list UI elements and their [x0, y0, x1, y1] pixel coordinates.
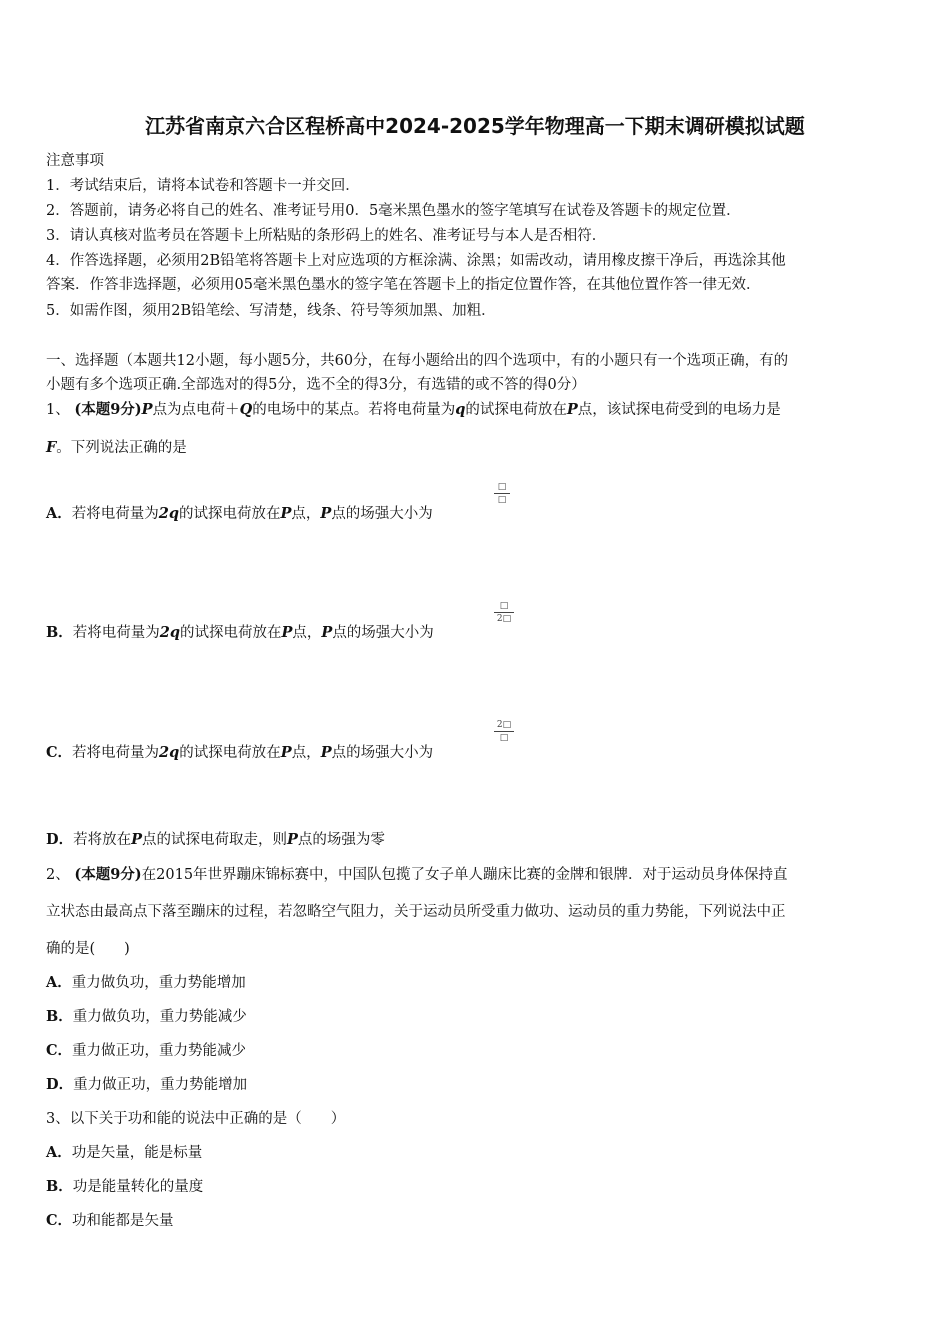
option-text: 重力做正功，重力势能增加	[73, 1077, 248, 1093]
q2-option-d	[46, 1075, 247, 1095]
page-title: 江苏省南京六合区程桥高中2024-2025学年物理高一下期末调研模拟试题	[145, 114, 805, 138]
option-text: 点，	[291, 506, 321, 522]
fraction-numerator: □	[494, 482, 510, 494]
notice-heading: 注意事项	[46, 153, 104, 169]
option-label: D．	[46, 1076, 74, 1093]
option-text: 若将放在	[73, 832, 132, 848]
fraction-denominator: □	[499, 733, 509, 743]
q1-text: 点，该试探电荷受到的电场力是	[577, 402, 781, 418]
var-p: P	[131, 831, 142, 848]
q2-option-c	[46, 1041, 246, 1061]
option-label: B．	[46, 624, 73, 641]
q1-score: (本题9分)	[74, 401, 142, 418]
q1-text: 。下列说法正确的是	[56, 440, 187, 456]
q3-option-b	[46, 1177, 203, 1197]
option-text: 点的场强为零	[297, 832, 385, 848]
q2-number: 2、	[46, 867, 70, 883]
fraction-denominator: 2□	[496, 614, 512, 624]
option-text: 点，	[291, 745, 321, 761]
var-p: P	[320, 744, 332, 761]
q1-text: 的试探电荷放在	[465, 402, 567, 418]
option-text: 若将电荷量为	[71, 506, 159, 522]
notice-item: 4．作答选择题，必须用2B铅笔将答题卡上对应选项的方框涂满、涂黑；如需改动，请用橡皮擦干净后，再选涂其他	[46, 253, 786, 269]
option-text: 重力做正功，重力势能减少	[72, 1043, 247, 1059]
option-label: A．	[46, 974, 72, 991]
q1-option-a	[46, 504, 433, 524]
q2-option-b	[46, 1007, 247, 1027]
option-text: 点的场强大小为	[332, 625, 434, 641]
fraction-numerator: □	[494, 601, 514, 613]
option-label: A．	[46, 505, 72, 522]
fraction	[494, 601, 514, 624]
option-text: 点，	[292, 625, 322, 641]
notice-item: 1．考试结束后，请将本试卷和答题卡一并交回．	[46, 178, 360, 194]
q2-score: (本题9分)	[74, 866, 142, 883]
q3-stem: 3、以下关于功和能的说法中正确的是（ ）	[46, 1111, 346, 1127]
option-text: 重力做负功，重力势能增加	[71, 975, 246, 991]
q1-option-b	[46, 623, 434, 643]
option-text: 若将电荷量为	[72, 625, 160, 641]
option-label: B．	[46, 1008, 73, 1025]
section-heading-line2: 小题有多个选项正确.全部选对的得5分，选不全的得3分，有选错的或不答的得0分）	[46, 377, 586, 393]
option-label: C．	[46, 1042, 73, 1059]
var-F: F	[46, 439, 57, 456]
var-q: q	[455, 401, 466, 418]
option-text: 若将电荷量为	[72, 745, 160, 761]
q2-text: 在2015年世界蹦床锦标赛中，中国队包揽了女子单人蹦床比赛的金牌和银牌．对于运动员身体保持直	[141, 867, 788, 883]
q2-stem-line1	[46, 865, 788, 885]
var-Q: Q	[239, 401, 253, 418]
option-label: A．	[46, 1144, 72, 1161]
q1-option-d	[46, 830, 385, 850]
var-p: P	[141, 401, 153, 418]
q2-option-a	[46, 973, 246, 993]
q1-stem-line1	[46, 400, 781, 420]
q3-option-a	[46, 1143, 202, 1163]
var-2q: 2q	[158, 505, 179, 522]
var-p: P	[320, 505, 332, 522]
option-text: 功和能都是矢量	[72, 1213, 174, 1229]
option-label: C．	[46, 1212, 73, 1229]
var-p: P	[281, 624, 293, 641]
option-text: 功是能量转化的量度	[72, 1179, 204, 1195]
notice-item: 3．请认真核对监考员在答题卡上所粘贴的条形码上的姓名、准考证号与本人是否相符．	[46, 228, 607, 244]
q1-option-c	[46, 743, 433, 763]
option-text: 重力做负功，重力势能减少	[72, 1009, 247, 1025]
var-2q: 2q	[159, 744, 180, 761]
q2-stem-line2: 立状态由最高点下落至蹦床的过程，若忽略空气阻力，关于运动员所受重力做功、运动员的重力势能，下列说法中正	[46, 904, 786, 920]
option-label: B．	[46, 1178, 73, 1195]
notice-item: 答案．作答非选择题，必须用05毫米黑色墨水的签字笔在答题卡上的指定位置作答，在其他位置作答一律无效．	[46, 277, 761, 293]
q2-stem-line3: 确的是( )	[46, 941, 130, 957]
option-text: 功是矢量，能是标量	[71, 1145, 203, 1161]
fraction	[494, 720, 514, 743]
option-label: C．	[46, 744, 73, 761]
notice-item: 5．如需作图，须用2B铅笔绘、写清楚，线条、符号等须加黑、加粗．	[46, 303, 496, 319]
option-text: 的试探电荷放在	[179, 506, 281, 522]
fraction-denominator: □	[497, 495, 507, 505]
fraction-numerator: 2□	[494, 720, 514, 732]
option-text: 的试探电荷放在	[179, 745, 281, 761]
option-text: 点的试探电荷取走，则	[141, 832, 287, 848]
option-text: 的试探电荷放在	[180, 625, 282, 641]
q1-text: 点为点电荷＋	[152, 402, 240, 418]
var-p: P	[321, 624, 333, 641]
q1-number: 1、	[46, 402, 70, 418]
notice-item: 2．答题前，请务必将自己的姓名、准考证号用0．5毫米黑色墨水的签字笔填写在试卷及答题卡的规定位置．	[46, 203, 741, 219]
fraction	[494, 482, 510, 505]
option-text: 点的场强大小为	[331, 745, 434, 761]
var-p: P	[280, 744, 292, 761]
section-heading-line1: 一、选择题（本题共12小题，每小题5分，共60分，在每小题给出的四个选项中，有的小题只有一个选项正确，有的	[46, 353, 789, 369]
q1-stem-line2	[46, 438, 187, 458]
option-text: 点的场强大小为	[331, 506, 433, 522]
var-p: P	[280, 505, 292, 522]
q1-text: 的电场中的某点。若将电荷量为	[252, 402, 456, 418]
option-label: D．	[46, 831, 74, 848]
q3-option-c	[46, 1211, 174, 1231]
var-p: P	[286, 831, 298, 848]
var-2q: 2q	[159, 624, 180, 641]
var-p: P	[566, 401, 578, 418]
